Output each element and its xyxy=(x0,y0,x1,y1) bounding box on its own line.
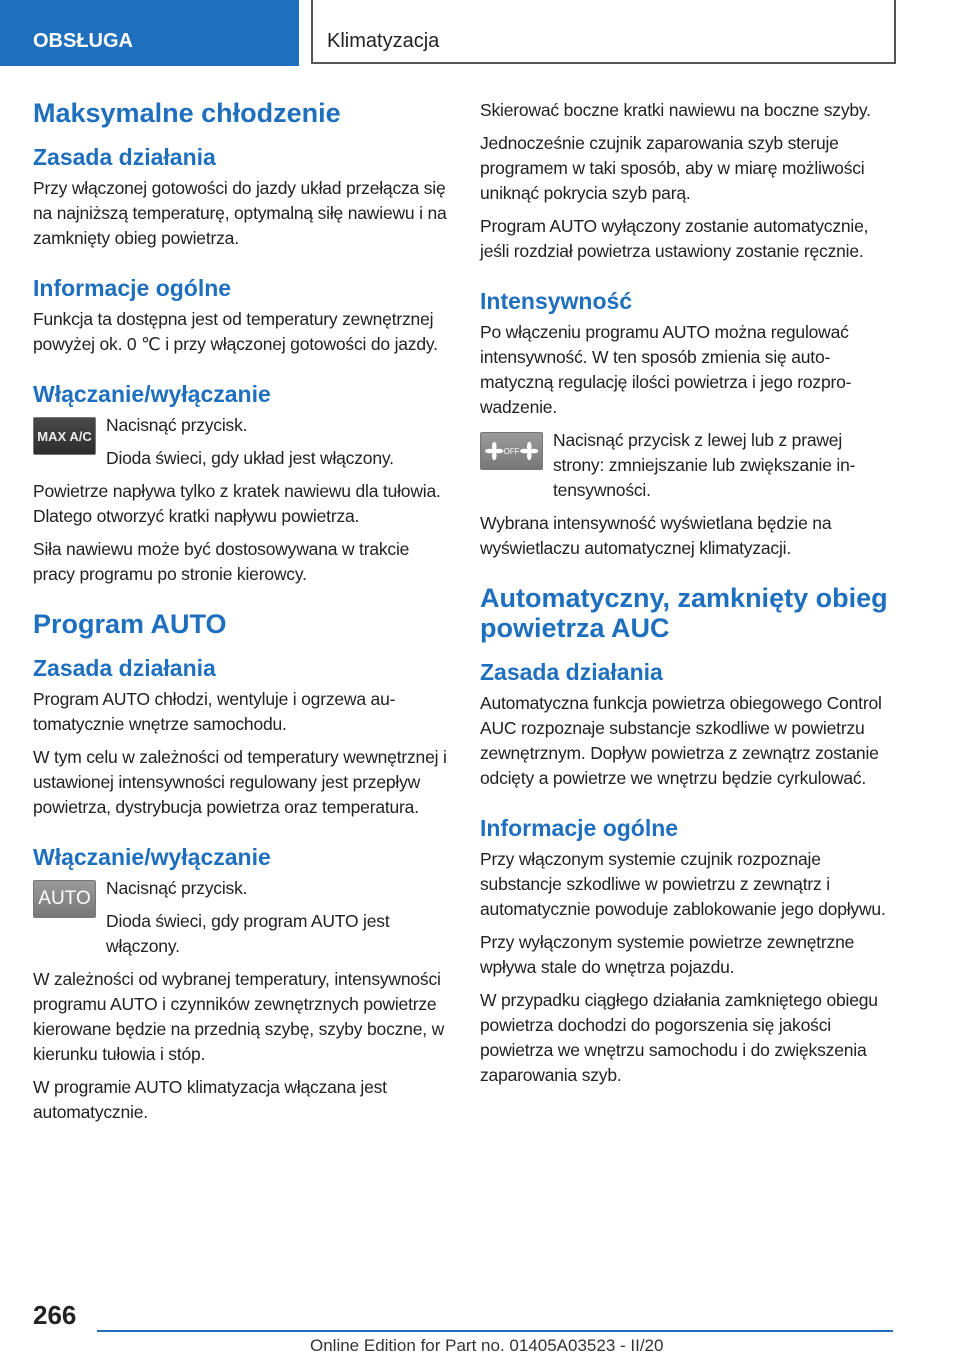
paragraph: Funkcja ta dostępna jest od temperatury zewnętrznej powyżej ok. 0 ℃ i przy włączonej gotowości do jazdy. xyxy=(33,309,438,354)
auto-button-icon: AUTO xyxy=(33,880,96,918)
paragraph: Skierować boczne kratki nawiewu na boczne szyby. xyxy=(480,100,871,120)
paragraph: Jednocześnie czujnik zaparowania szyb steruje programem w taki sposób, aby w miarę możliwości uniknąć pokrycia szyb parą. xyxy=(480,133,865,203)
paragraph: Przy wyłączonym systemie powietrze zewnętrzne wpływa stale do wnętrza pojazdu. xyxy=(480,932,855,977)
page-number: 266 xyxy=(33,1300,77,1330)
fan-icon xyxy=(485,441,504,461)
subheading: Zasada działania xyxy=(33,144,216,170)
subheading: Informacje ogólne xyxy=(33,275,232,301)
paragraph: Dioda świeci, gdy program AUTO jest włączony. xyxy=(106,911,390,956)
max-ac-button-icon: MAX A/C xyxy=(33,417,96,455)
paragraph: Nacisnąć przycisk. xyxy=(106,878,248,898)
button-instruction xyxy=(480,428,896,503)
right-column xyxy=(480,98,896,1110)
paragraph: Nacisnąć przycisk z lewej lub z prawej strony: zmniejszanie lub zwiększanie intensywności. xyxy=(553,430,856,500)
chapter-label: Klimatyzacja xyxy=(311,0,896,64)
heading-max-cooling: Maksymalne chłodzenie xyxy=(33,98,341,128)
footer-divider xyxy=(97,1330,893,1332)
paragraph: Dioda świeci, gdy układ jest włączony. xyxy=(106,448,394,468)
paragraph: Siła nawiewu może być dostosowywana w trakcie pracy programu po stronie kierowcy. xyxy=(33,539,410,584)
paragraph: W przypadku ciągłego działania zamkniętego obiegu powietrza dochodzi do pogorszenia się jakości powietrza we wnętrzu samochodu i do zwiększenia zaparowania szyb. xyxy=(480,990,878,1085)
subheading: Włączanie/wyłączanie xyxy=(33,844,271,870)
heading-auc: Automatyczny, zamknięty obieg powietrza AUC xyxy=(480,583,888,643)
fan-intensity-button-icon xyxy=(480,432,543,470)
fan-icon xyxy=(520,441,539,461)
paragraph: Powietrze napływa tylko z kratek nawiewu dla tułowia. Dlatego otworzyć kratki napływu powietrza. xyxy=(33,481,441,526)
off-label: OFF xyxy=(503,446,520,456)
button-instruction xyxy=(33,876,449,959)
heading-program-auto: Program AUTO xyxy=(33,609,227,639)
paragraph: Automatyczna funkcja powietrza obiegowego Control AUC rozpoznaje substancje szkodliwe w powietrzu zewnętrznym. Dopływ powietrza z zewnątrz zostanie odcięty a powietrze we wnętrzu będzie cyrkulować. xyxy=(480,693,882,788)
paragraph: W tym celu w zależności od temperatury wewnętrznej i ustawionej intensywności regulowany jest przepływ powietrza, dystrybucja powietrza oraz temperatura. xyxy=(33,747,447,817)
button-instruction xyxy=(33,413,449,471)
subheading: Zasada działania xyxy=(480,659,663,685)
edition-text: Online Edition for Part no. 01405A03523 - II/20 xyxy=(310,1336,664,1355)
paragraph: Nacisnąć przycisk. xyxy=(106,415,248,435)
paragraph: W programie AUTO klimatyzacja włączana jest automatycznie. xyxy=(33,1077,387,1122)
subheading: Włączanie/wyłączanie xyxy=(33,381,271,407)
paragraph: Po włączeniu programu AUTO można regulować intensywność. W ten sposób zmienia się automatyczną regulację ilości powietrza i jego rozprowadzenie. xyxy=(480,322,852,417)
paragraph: Program AUTO chłodzi, wentyluje i ogrzewa automatycznie wnętrze samochodu. xyxy=(33,689,396,734)
paragraph: Wybrana intensywność wyświetlana będzie na wyświetlaczu automatycznej klimatyzacji. xyxy=(480,513,832,558)
left-column xyxy=(33,98,449,1147)
subheading: Informacje ogólne xyxy=(480,815,679,841)
page-header xyxy=(0,0,960,66)
subheading: Intensywność xyxy=(480,288,633,314)
paragraph: Przy włączonej gotowości do jazdy układ przełącza się na najniższą temperaturę, optymalną siłę nawiewu i na zamknięty obieg powietrza. xyxy=(33,178,447,248)
section-label: OBSŁUGA xyxy=(0,0,299,66)
paragraph: Program AUTO wyłączony zostanie automatycznie, jeśli rozdział powietrza ustawiony zostanie ręcznie. xyxy=(480,216,869,261)
paragraph: Przy włączonym systemie czujnik rozpoznaje substancje szkodliwe w powietrzu z zewnątrz i automatycznie powoduje zablokowanie jego dopływu. xyxy=(480,849,886,919)
subheading: Zasada działania xyxy=(33,655,216,681)
paragraph: W zależności od wybranej temperatury, intensywności programu AUTO i czynników zewnętrznych powietrze kierowane będzie na przednią szybę, szyby boczne, w kierunku tułowia i stóp. xyxy=(33,969,445,1064)
